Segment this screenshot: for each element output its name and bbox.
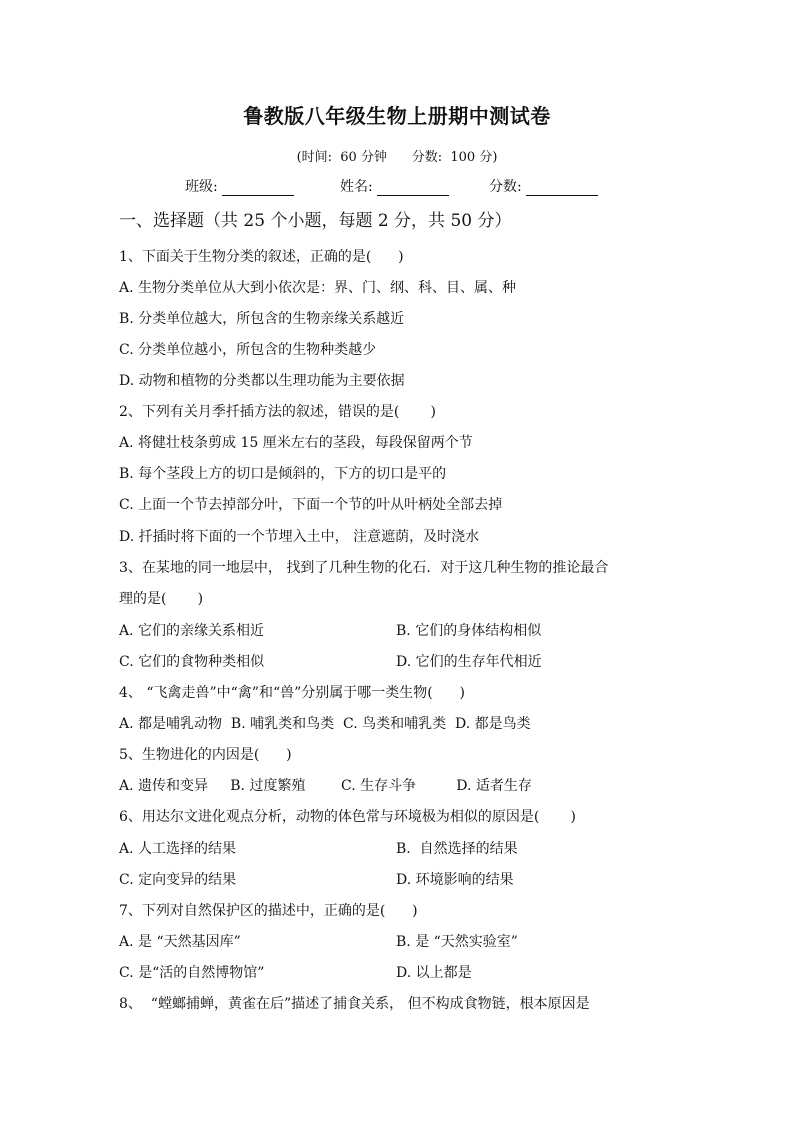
student-info-row — [0, 176, 794, 198]
question-6-option-a: A. 人工选择的结果 — [119, 841, 237, 857]
question-3-option-b: B. 它们的身体结构相似 — [396, 623, 542, 639]
question-3-option-d: D. 它们的生存年代相近 — [396, 654, 542, 670]
question-7-option-c: C. 是“活的自然博物馆” — [119, 965, 265, 981]
question-7-option-d: D. 以上都是 — [396, 965, 472, 981]
name-label: 姓名: — [340, 179, 373, 195]
name-field — [340, 176, 449, 196]
class-label: 班级: — [185, 179, 218, 195]
question-1-option-c: C. 分类单位越小，所包含的生物种类越少 — [119, 342, 377, 358]
question-7-option-b: B. 是 “天然实验室” — [396, 934, 518, 950]
question-7-option-a: A. 是 “天然基因库” — [119, 934, 241, 950]
question-6-stem: 6、用达尔文进化观点分析，动物的体色常与环境极为相似的原因是( ) — [119, 809, 576, 825]
question-6-option-b: B. 自然选择的结果 — [396, 841, 518, 857]
question-4-stem: 4、 “飞禽走兽”中“禽”和“兽”分别属于哪一类生物( ) — [119, 685, 465, 701]
question-6-option-d: D. 环境影响的结果 — [396, 872, 514, 888]
question-2-option-a: A. 将健壮枝条剪成 15 厘米左右的茎段，每段保留两个节 — [119, 435, 473, 451]
question-7-stem: 7、下列对自然保护区的描述中，正确的是( ) — [119, 903, 418, 919]
question-5-options: A. 遗传和变异 B. 过度繁殖 C. 生存斗争 D. 适者生存 — [119, 778, 532, 794]
question-2-option-d: D. 扦插时将下面的一个节埋入土中， 注意遮荫，及时浇水 — [119, 529, 480, 545]
question-6-option-c: C. 定向变异的结果 — [119, 872, 237, 888]
exam-title: 鲁教版八年级生物上册期中测试卷 — [243, 104, 551, 128]
question-2-option-b: B. 每个茎段上方的切口是倾斜的，下方的切口是平的 — [119, 466, 447, 482]
score-field — [489, 176, 598, 196]
question-3-option-a: A. 它们的亲缘关系相近 — [119, 623, 265, 639]
question-1-option-d: D. 动物和植物的分类都以生理功能为主要依据 — [119, 373, 405, 389]
class-field — [185, 176, 294, 196]
question-3-option-c: C. 它们的食物种类相似 — [119, 654, 265, 670]
question-3-stem-cont: 理的是( ) — [119, 591, 204, 607]
question-2-option-c: C. 上面一个节去掉部分叶，下面一个节的叶从叶柄处全部去掉 — [119, 497, 503, 513]
question-1-stem: 1、下面关于生物分类的叙述，正确的是( ) — [119, 249, 404, 265]
question-8-stem: 8、 “螳螂捕蝉，黄雀在后”描述了捕食关系， 但不构成食物链，根本原因是 — [119, 996, 590, 1012]
question-5-stem: 5、生物进化的内因是( ) — [119, 747, 292, 763]
question-3-stem: 3、在某地的同一地层中， 找到了几种生物的化石．对于这几种生物的推论最合 — [119, 560, 609, 576]
class-blank — [222, 179, 294, 196]
name-blank — [377, 179, 449, 196]
question-4-options: A. 都是哺乳动物 B. 哺乳类和鸟类 C. 鸟类和哺乳类 D. 都是鸟类 — [119, 716, 531, 732]
section-heading: 一、选择题（共 25 个小题，每题 2 分，共 50 分） — [119, 211, 512, 231]
score-label: 分数: — [489, 179, 522, 195]
question-2-stem: 2、下列有关月季扦插方法的叙述，错误的是( ) — [119, 404, 436, 420]
question-1-option-a: A. 生物分类单位从大到小依次是：界、门、纲、科、目、属、种 — [119, 280, 517, 296]
exam-time-score: (时间: 60 分钟 分数: 100 分) — [296, 150, 498, 165]
question-1-option-b: B. 分类单位越大，所包含的生物亲缘关系越近 — [119, 311, 405, 327]
score-blank — [526, 179, 598, 196]
